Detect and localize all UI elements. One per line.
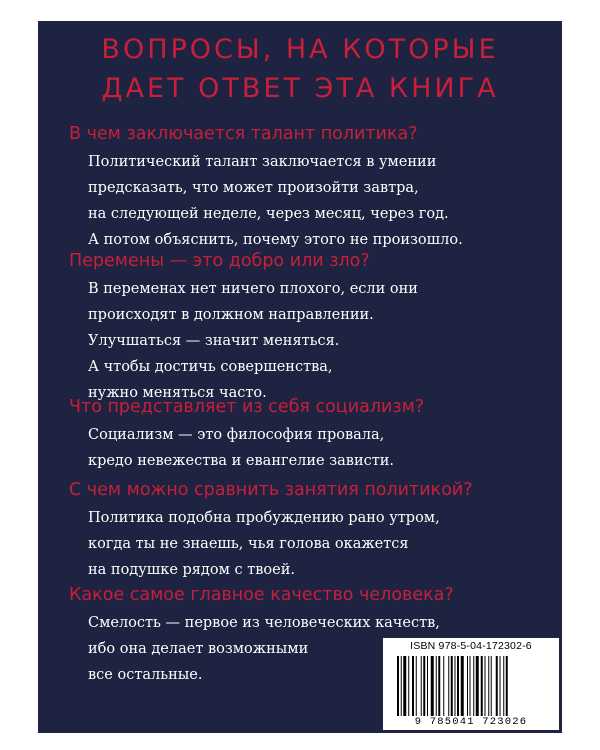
barcode-bar (427, 656, 428, 716)
answer-line: нужно меняться часто. (88, 385, 267, 401)
barcode-bar (403, 656, 406, 716)
answer-line: все остальные. (88, 667, 203, 683)
barcode-bar (473, 656, 474, 716)
answer-line: Смелость — первое из человеческих качеств, (88, 615, 440, 631)
answer-line: кредо невежества и евангелие зависти. (88, 453, 395, 469)
question-2: Перемены — это добро или зло? (69, 251, 370, 271)
barcode-bars (397, 656, 545, 716)
barcode-bar (476, 656, 479, 716)
book-back-cover (38, 21, 562, 733)
barcode-bar (491, 656, 492, 716)
barcode-bar (443, 656, 444, 716)
barcode-bar (481, 656, 483, 716)
barcode-bar (485, 656, 486, 716)
barcode-bar (488, 656, 489, 716)
barcode-bar (421, 656, 422, 716)
barcode-bar (467, 656, 468, 716)
barcode-bar (436, 656, 437, 716)
answer-line: А чтобы достичь совершенства, (88, 359, 333, 375)
answer-1 (88, 149, 463, 253)
answer-line: на следующей неделе, через месяц, через год. (88, 206, 449, 222)
barcode-bar (438, 656, 440, 716)
barcode-bar (416, 656, 417, 716)
answer-line: В переменах нет ничего плохого, если они (88, 281, 418, 297)
answer-line: Политический талант заключается в умении (88, 154, 437, 170)
answer-line: Улучшаться — значит меняться. (88, 333, 340, 349)
answer-line: А потом объяснить, почему этого не произошло. (88, 232, 463, 248)
barcode-bar (423, 656, 425, 716)
barcode-bar (451, 656, 453, 716)
barcode-bar (461, 656, 464, 716)
barcode-bar (457, 656, 459, 716)
question-3: Что представляет из себя социализм? (69, 397, 425, 417)
barcode-bar (431, 656, 434, 716)
barcode-bar (470, 656, 471, 716)
question-5: Какое самое главное качество человека? (69, 585, 454, 605)
barcode-bar (448, 656, 449, 716)
cover-title-line-2: ДАЕТ ОТВЕТ ЭТА КНИГА (101, 73, 499, 104)
answer-4 (88, 505, 440, 583)
barcode-bar (408, 656, 409, 716)
answer-line: Социализм — это философия провала, (88, 427, 385, 443)
answer-line: ибо она делает возможными (88, 641, 309, 657)
barcode-bar (503, 656, 504, 716)
barcode-bar (397, 656, 399, 716)
answer-2 (88, 276, 418, 406)
question-4: С чем можно сравнить занятия политикой? (69, 480, 473, 500)
answer-line: происходят в должном направлении. (88, 307, 374, 323)
barcode-bar (506, 656, 508, 716)
isbn-label: ISBN 978-5-04-172302-6 (410, 640, 532, 652)
barcode-bar (401, 656, 402, 716)
barcode-bar (496, 656, 498, 716)
barcode-bar (455, 656, 456, 716)
cover-title-line-1: ВОПРОСЫ, НА КОТОРЫЕ (101, 34, 499, 65)
barcode-bar (500, 656, 501, 716)
answer-3 (88, 422, 394, 474)
question-1: В чем заключается талант политика? (69, 124, 418, 144)
barcode-bar (412, 656, 414, 716)
answer-line: Политика подобна пробуждению рано утром, (88, 510, 440, 526)
isbn-barcode (383, 638, 559, 730)
answer-line: предсказать, что может произойти завтра, (88, 180, 419, 196)
answer-line: на подушке рядом с твоей. (88, 562, 295, 578)
barcode-digits: 9 785041 723026 (414, 716, 528, 728)
answer-line: когда ты не знаешь, чья голова окажется (88, 536, 409, 552)
